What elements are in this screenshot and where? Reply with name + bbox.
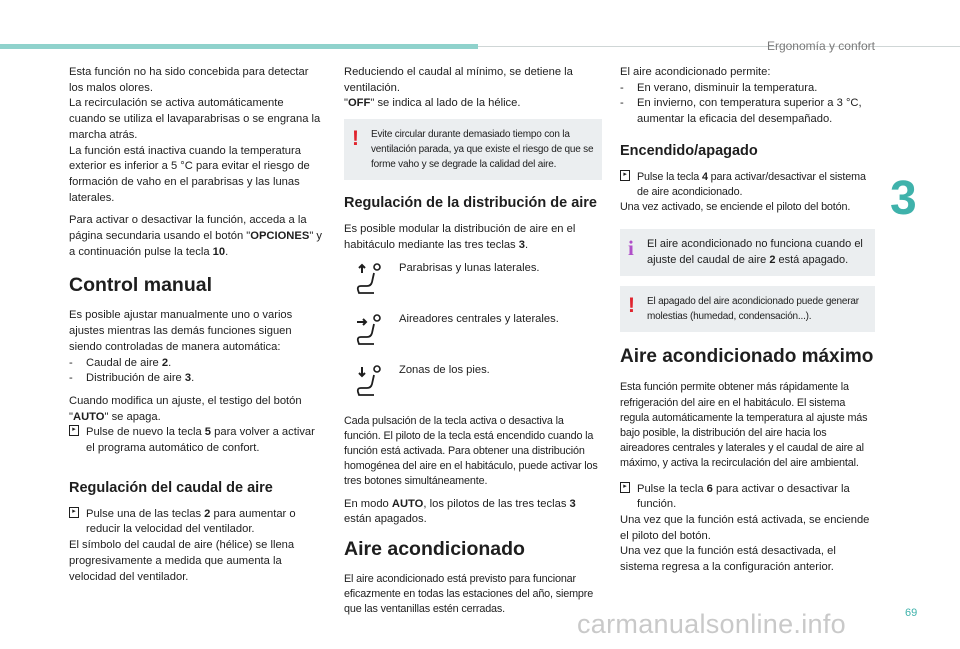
warning-icon: ! [628, 294, 635, 318]
watermark: carmanualsonline.info [577, 609, 846, 639]
press-key-icon: ▸ [620, 482, 630, 493]
paragraph: Es posible modular la distribución de aire en el habitáculo mediante las tres teclas 3. [344, 223, 576, 251]
press-key-icon: ▸ [620, 170, 630, 181]
press-key-icon: ▸ [69, 507, 79, 518]
page-number: 69 [905, 607, 918, 619]
paragraph: El aire acondicionado está previsto para funcionar eficazmente en todas las estaciones del año, siempre que las ventanillas estén cerradas. [344, 572, 594, 616]
paragraph: Reduciendo el caudal al mínimo, se detiene la ventilación. [344, 66, 573, 94]
heading-encendido: Encendido/apagado [620, 142, 758, 159]
paragraph: Es posible ajustar manualmente uno o varios ajustes mientras las demás funciones siguen siendo controladas de manera automática: [69, 309, 293, 353]
paragraph: "OFF" se indica al lado de la hélice. [344, 97, 521, 110]
info-note: i El aire acondicionado no funciona cuando el ajuste del caudal de aire 2 está apagado. [620, 229, 875, 276]
vents-airflow-icon [356, 314, 382, 348]
paragraph: Para activar o desactivar la función, acceda a la página secundaria usando el botón "OPCIONES" y a continuación pulse la tecla 10. [69, 214, 322, 258]
list-item: ▸ Pulse la tecla 6 para activar o desactivar la función. [620, 482, 875, 513]
column-2 [344, 65, 602, 625]
column-3 [620, 65, 875, 576]
paragraph: En modo AUTO, los pilotos de las tres teclas 3 están apagados. [344, 497, 576, 526]
info-icon: i [628, 236, 634, 261]
heading-aire-maximo: Aire acondicionado máximo [620, 346, 874, 368]
distribution-option-feet: Zonas de los pies. [344, 363, 602, 414]
header-rule [478, 46, 960, 47]
paragraph: El símbolo del caudal de aire (hélice) se llena progresivamente a medida que aumenta la velocidad del ventilador. [69, 539, 295, 583]
warning-note: ! El apagado del aire acondicionado puede generar molestias (humedad, condensación...). [620, 286, 875, 332]
list-item: ▸ Pulse la tecla 4 para activar/desactivar el sistema de aire acondicionado. [620, 170, 875, 200]
warning-note: ! Evite circular durante demasiado tiempo con la ventilación parada, ya que existe el riesgo de que se forme vaho y se degrade la calidad del aire. [344, 119, 602, 180]
list-item: - Caudal de aire 2. [69, 356, 172, 369]
heading-distribucion: Regulación de la distribución de aire [344, 195, 597, 212]
press-key-icon: ▸ [69, 425, 79, 436]
chapter-number: 3 [890, 172, 917, 225]
distribution-option-windscreen: Parabrisas y lunas laterales. [344, 261, 602, 312]
list-item: ▸ Pulse una de las teclas 2 para aumentar o reducir la velocidad del ventilador. [69, 507, 322, 538]
distribution-option-vents: Aireadores centrales y laterales. [344, 312, 602, 363]
paragraph: Una vez activado, se enciende el piloto del botón. [620, 201, 851, 214]
list-item: - En verano, disminuir la temperatura. [620, 81, 818, 94]
header-accent-bar [0, 44, 478, 49]
feet-airflow-icon [356, 365, 382, 399]
heading-aire-acondicionado: Aire acondicionado [344, 537, 525, 560]
section-title: Ergonomía y confort [766, 39, 875, 53]
windscreen-airflow-icon [356, 263, 382, 297]
warning-icon: ! [352, 127, 359, 151]
paragraph: Una vez que la función está activada, se enciende el piloto del botón. Una vez que la función está desactivada, el sistema regresa a la configuración anterior. [620, 514, 870, 574]
paragraph: Esta función permite obtener más rápidamente la refrigeración del aire en el habitáculo. El sistema regula automáticamente la temperatura al ajuste más bajo posible, la distribución del aire hacia los aireadores centrales y laterales y el caudal de aire al máximo, y activa la recirculación del aire ambiental. [620, 381, 868, 470]
list-item: ▸ Pulse de nuevo la tecla 5 para volver a activar el programa automático de confort. [69, 425, 322, 456]
heading-control-manual: Control manual [69, 274, 213, 297]
heading-caudal: Regulación del caudal de aire [69, 479, 273, 496]
paragraph: Esta función no ha sido concebida para detectar los malos olores. La recirculación se activa automáticamente cuando se utiliza el lavaparabrisas o se engrana la marcha atrás. La función está inactiva cuando la temperatura exterior es inferior a 5 °C para evitar el riesgo de formación de vaho en el parabrisas y las lunas laterales. [69, 66, 321, 204]
list-item: - En invierno, con temperatura superior a 3 °C, aumentar la eficacia del desempañado. [620, 97, 862, 126]
paragraph: Cuando modifica un ajuste, el testigo del botón "AUTO" se apaga. [69, 394, 302, 423]
paragraph: Cada pulsación de la tecla activa o desactiva la función. El piloto de la tecla está encendido cuando la función está activada. Para obtener una distribución homogénea del aire en el habitáculo, puede activar los tres botones simultáneamente. [344, 414, 598, 488]
paragraph: El aire acondicionado permite: [620, 66, 771, 78]
list-item: - Distribución de aire 3. [69, 372, 195, 385]
column-1 [69, 65, 322, 592]
